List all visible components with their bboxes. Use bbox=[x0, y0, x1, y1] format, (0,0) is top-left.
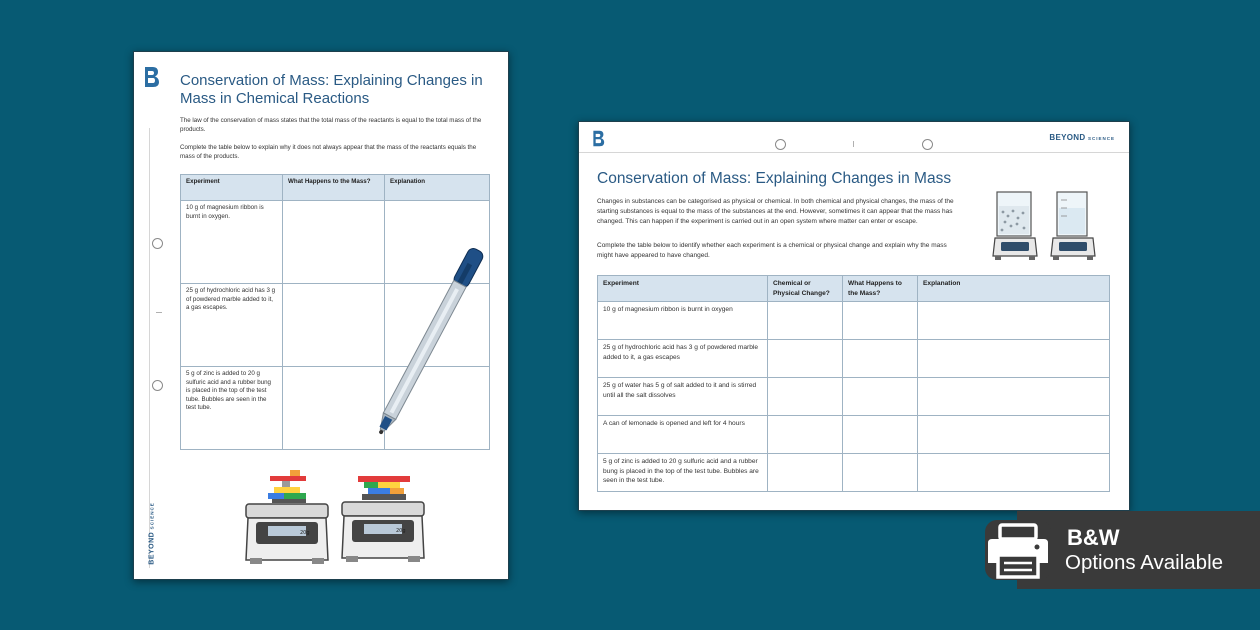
table-cell: 25 g of hydrochloric acid has 3 g of powdered marble added to it, a gas escapes bbox=[598, 340, 768, 378]
beaker-on-scale-icon bbox=[991, 188, 1039, 264]
fold-mark bbox=[853, 141, 854, 147]
answer-cell[interactable] bbox=[918, 416, 1110, 454]
table-cell: 5 g of zinc is added to 20 g sulfuric acid and a rubber bung is placed in the top of the test tube. Bubbles are seen in the test tube. bbox=[598, 454, 768, 492]
table-header: What Happens to the Mass? bbox=[843, 276, 918, 302]
table-header: Experiment bbox=[181, 175, 283, 201]
pen-icon bbox=[374, 232, 484, 452]
answer-cell[interactable] bbox=[768, 340, 843, 378]
table-cell: 25 g of water has 5 g of salt added to it and is stirred until all the salt dissolves bbox=[598, 378, 768, 416]
answer-cell[interactable] bbox=[918, 378, 1110, 416]
answer-cell[interactable] bbox=[768, 454, 843, 492]
answer-cell[interactable] bbox=[843, 302, 918, 340]
table-header: Experiment bbox=[598, 276, 768, 302]
answer-cell[interactable] bbox=[843, 454, 918, 492]
answer-cell[interactable] bbox=[768, 416, 843, 454]
scale-reading: 20g bbox=[300, 530, 310, 536]
fold-mark bbox=[156, 312, 162, 313]
worksheet2-instructions: Complete the table below to identify whether each experiment is a chemical or physical change and explain why the mass might have appeared to have changed. bbox=[597, 242, 947, 259]
header-divider bbox=[579, 152, 1129, 153]
answer-cell[interactable] bbox=[283, 201, 385, 284]
scale-reading: 20g bbox=[396, 528, 406, 534]
worksheet2-table bbox=[597, 275, 1110, 492]
answer-cell[interactable] bbox=[843, 416, 918, 454]
answer-cell[interactable] bbox=[918, 454, 1110, 492]
printer-icon bbox=[982, 517, 1054, 583]
worksheet1-instructions: Complete the table below to explain why it does not always appear that the mass of the reactants equals the mass of the products. bbox=[180, 144, 477, 160]
table-cell: 10 g of magnesium ribbon is burnt in oxygen. bbox=[181, 201, 283, 284]
table-header: Explanation bbox=[918, 276, 1110, 302]
bw-options-badge bbox=[1017, 511, 1260, 589]
scale-with-blocks-icon bbox=[242, 462, 332, 567]
punch-hole bbox=[775, 139, 786, 150]
beaker-on-scale-icon bbox=[1049, 188, 1097, 264]
beyond-logo-icon bbox=[142, 66, 160, 88]
scale-with-blocks-icon bbox=[338, 470, 428, 567]
answer-cell[interactable] bbox=[918, 302, 1110, 340]
badge-subtitle: Options Available bbox=[1065, 551, 1224, 574]
worksheet2-intro: Changes in substances can be categorised as physical or chemical. In both chemical and physical changes, the mass of the starting substances is equal to the mass of the substances at the end. However, sometimes it can appear that the mass has changed. This can happen if the experiment is carried out in an open system where matter can enter or escape. bbox=[597, 198, 954, 225]
worksheet-landscape bbox=[578, 121, 1130, 511]
worksheet2-title: Conservation of Mass: Explaining Changes in Mass bbox=[597, 170, 952, 187]
answer-cell[interactable] bbox=[918, 340, 1110, 378]
side-brand: BEYOND SCIENCE bbox=[148, 502, 156, 565]
table-cell: 10 g of magnesium ribbon is burnt in oxygen bbox=[598, 302, 768, 340]
table-header: What Happens to the Mass? bbox=[283, 175, 385, 201]
table-cell: 25 g of hydrochloric acid has 3 g of powdered marble added to it, a gas escapes. bbox=[181, 284, 283, 367]
answer-cell[interactable] bbox=[843, 340, 918, 378]
answer-cell[interactable] bbox=[283, 367, 385, 450]
worksheet1-title: Conservation of Mass: Explaining Changes in Mass in Chemical Reactions bbox=[180, 72, 483, 107]
brand-wordmark: BEYOND SCIENCE bbox=[1049, 133, 1115, 142]
badge-title: B&W bbox=[1067, 525, 1120, 550]
punch-hole bbox=[152, 238, 163, 249]
answer-cell[interactable] bbox=[768, 302, 843, 340]
punch-hole bbox=[152, 380, 163, 391]
table-cell: A can of lemonade is opened and left for 4 hours bbox=[598, 416, 768, 454]
worksheet1-intro: The law of the conservation of mass states that the total mass of the reactants is equal to the total mass of the products. bbox=[180, 117, 482, 133]
beyond-logo-icon bbox=[591, 130, 605, 147]
worksheet-portrait bbox=[133, 51, 509, 580]
answer-cell[interactable] bbox=[768, 378, 843, 416]
answer-cell[interactable] bbox=[843, 378, 918, 416]
table-header: Explanation bbox=[385, 175, 490, 201]
punch-hole bbox=[922, 139, 933, 150]
table-cell: 5 g of zinc is added to 20 g sulfuric acid and a rubber bung is placed in the top of the test tube. Bubbles are seen in the test tube. bbox=[181, 367, 283, 450]
table-header: Chemical or Physical Change? bbox=[768, 276, 843, 302]
answer-cell[interactable] bbox=[283, 284, 385, 367]
